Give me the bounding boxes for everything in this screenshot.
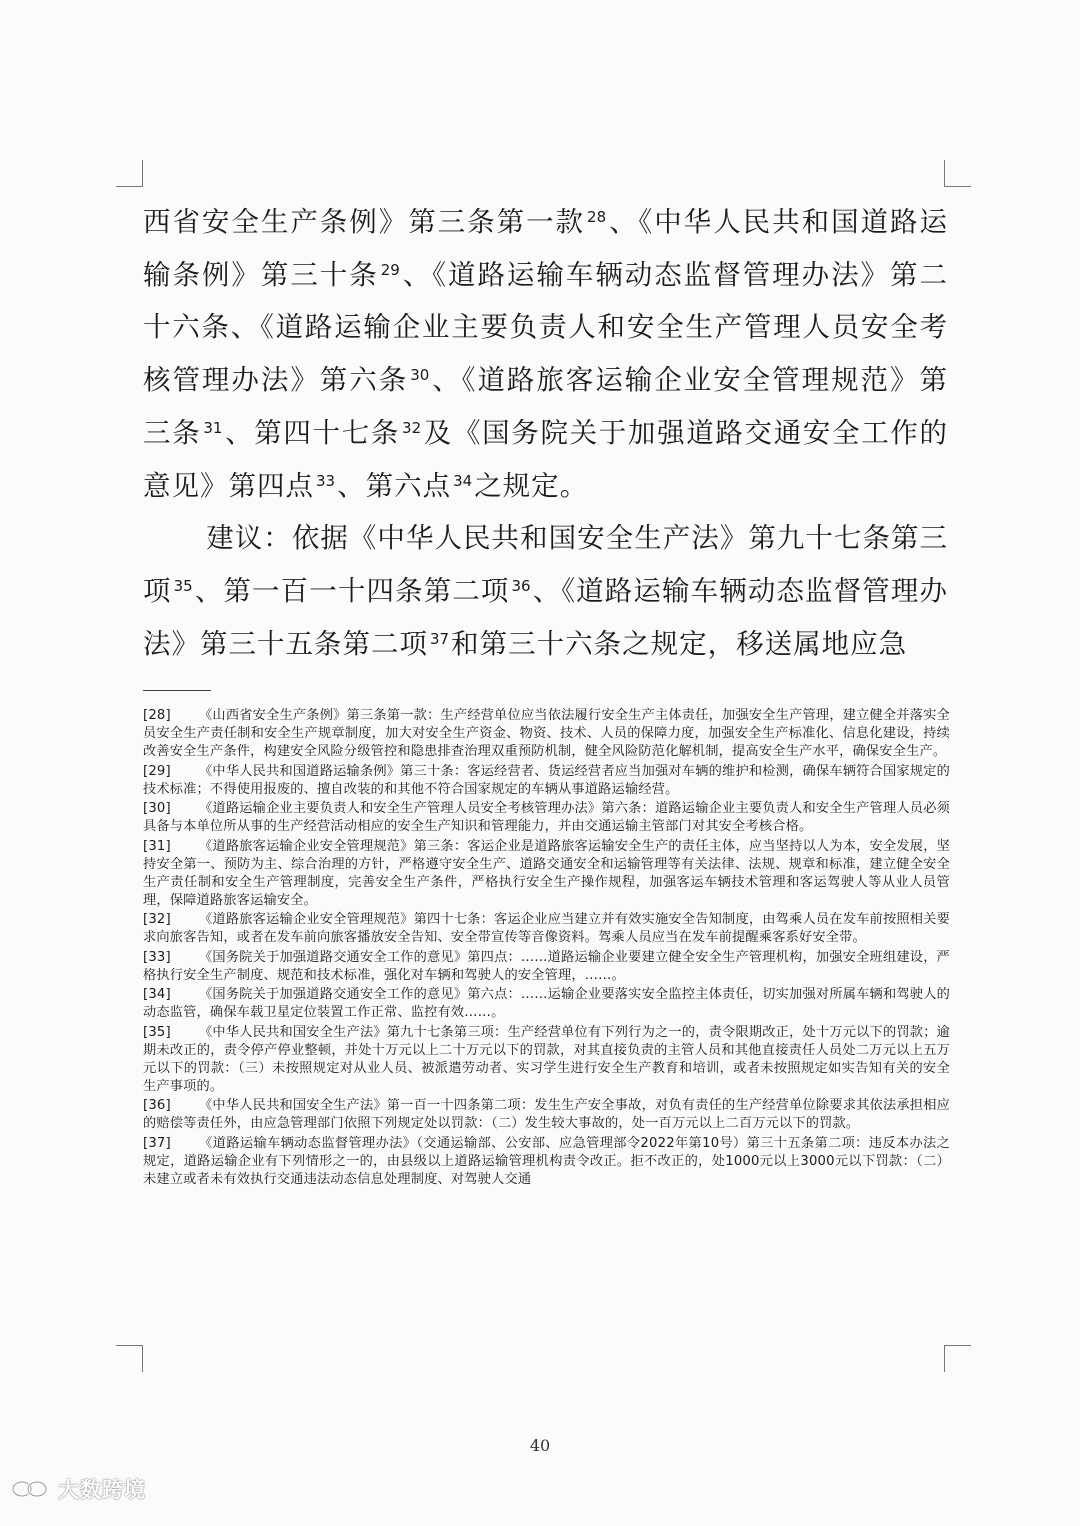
crop-mark-top-left bbox=[116, 160, 143, 187]
paragraph-1: 西省安全生产条例》第三条第一款 $^{28}$、《中华人民共和国道路运输条例》第三十条 $^{29}$、《道路运输车辆动态监督管理办法》第二十六条、《道路运输企业主要负责人和安全生产管理人员安全考核管理办法》第六条 $^{30}$、《道路旅客运输企业安全管理规范》第三条 $^{31}$、第四十七条 $^{32}$及《国务院关于加强道路交通安全工作的意见》第四点 $^{33}$、第六点 $^{34}$之规定。 bbox=[143, 206, 949, 502]
crop-mark-bottom-right bbox=[944, 1345, 971, 1372]
footnote-text: 《中华人民共和国安全生产法》第九十七条第三项：生产经营单位有下列行为之一的，责令限期改正，处十万元以下的罚款；逾期未改正的，责令停产停业整顿，并处十万元以上二十万元以下的罚款，对其直接负责的主管人员和其他直接责任人员处二万元以上五万元以下的罚款：（三）未按照规定对从业人员、被派遣劳动者、实习学生进行安全生产教育和培训，或者未按照规定如实告知有关的安全生产事项的。 bbox=[143, 1024, 950, 1094]
footnote-30 bbox=[143, 800, 950, 836]
footnote-number: [36] bbox=[143, 1098, 171, 1113]
footnote-number: [35] bbox=[143, 1024, 171, 1040]
footnote-text: 《山西省安全生产条例》第三条第一款：生产经营单位应当依法履行安全生产主体责任，加强安全生产管理，建立健全并落实全员安全生产责任制和安全生产规章制度，加大对安全生产资金、物资、技术、人员的保障力度，加强安全生产标准化、信息化建设，持续改善安全生产条件，构建安全风险分级管控和隐患排查治理双重预防机制，健全风险防范化解机制，提高安全生产水平，确保安全生产。 bbox=[143, 708, 950, 759]
link-chain-logo-icon bbox=[10, 1477, 52, 1501]
footnote-ref-28[interactable]: 28 bbox=[587, 208, 607, 226]
footnote-text: 《道路运输车辆动态监督管理办法》（交通运输部、公安部、应急管理部令2022年第10号）第三十五条第二项：违反本办法之规定，道路运输企业有下列情形之一的，由县级以上道路运输管理机构责令改正。拒不改正的，处1000元以上3000元以下罚款：（二）未建立或者未有效执行交通违法动态信息处理制度、对驾驶人交通 bbox=[143, 1135, 950, 1187]
footnote-number: [32] bbox=[143, 912, 171, 927]
footnote-35 bbox=[143, 1024, 950, 1096]
page-number: 40 bbox=[529, 1436, 551, 1455]
footnote-ref-30[interactable]: 30 bbox=[410, 366, 430, 385]
footnote-33 bbox=[143, 949, 950, 985]
footnotes bbox=[143, 707, 950, 1190]
footnote-number: [37] bbox=[143, 1135, 171, 1151]
crop-mark-bottom-left bbox=[116, 1345, 143, 1372]
footnote-31 bbox=[143, 838, 950, 910]
footnote-number: [28] bbox=[143, 708, 171, 723]
footnote-number: [29] bbox=[143, 763, 171, 779]
body-text bbox=[143, 196, 948, 670]
footnote-text: 《国务院关于加强道路交通安全工作的意见》第四点：……道路运输企业要建立健全安全生产管理机构，加强安全班组建设，严格执行安全生产制度、规范和技术标准，强化对车辆和驾驶人的安全管理，……。 bbox=[143, 949, 950, 983]
footnote-ref-29[interactable]: 29 bbox=[380, 260, 400, 279]
footnote-ref-37[interactable]: 37 bbox=[430, 629, 450, 648]
watermark-text: 大数跨境 bbox=[58, 1478, 146, 1502]
footnote-36 bbox=[143, 1097, 950, 1133]
footnote-32 bbox=[143, 911, 950, 947]
paragraph-2: 建议：依据《中华人民共和国安全生产法》第九十七条第三项 $^{35}$、第一百一十四条第二项 $^{36}$、《道路运输车辆动态监督管理办法》第三十五条第二项 $^{37}$和第三十六条之规定，移送属地应急 bbox=[143, 522, 948, 660]
footnote-ref-31[interactable]: 31 bbox=[203, 418, 223, 437]
footnote-number: [31] bbox=[143, 838, 171, 854]
footnote-text: 《国务院关于加强道路交通安全工作的意见》第六点：……运输企业要落实安全监控主体责任，切实加强对所属车辆和驾驶人的动态监管，确保车载卫星定位装置工作正常、监控有效……。 bbox=[143, 987, 950, 1020]
crop-mark-top-right bbox=[944, 160, 971, 187]
footnote-34 bbox=[143, 986, 950, 1022]
footnote-ref-36[interactable]: 36 bbox=[511, 576, 531, 595]
footnote-text: 《中华人民共和国道路运输条例》第三十条：客运经营者、货运经营者应当加强对车辆的维护和检测，确保车辆符合国家规定的技术标准；不得使用报废的、擅自改装的和其他不符合国家规定的车辆从事道路运输经营。 bbox=[143, 763, 950, 797]
footnote-37 bbox=[143, 1135, 950, 1189]
footnote-28 bbox=[143, 707, 950, 761]
footnote-ref-32[interactable]: 32 bbox=[402, 418, 422, 437]
footnote-number: [30] bbox=[143, 801, 171, 816]
footnote-ref-34[interactable]: 34 bbox=[453, 471, 473, 490]
footnote-text: 《中华人民共和国安全生产法》第一百一十四条第二项：发生生产安全事故，对负有责任的生产经营单位除要求其依法承担相应的赔偿等责任外，由应急管理部门依照下列规定处以罚款：（二）发生较大事故的，处一百万元以上二百万元以下的罚款。 bbox=[143, 1098, 950, 1131]
footnote-ref-35[interactable]: 35 bbox=[173, 576, 193, 595]
footnote-number: [33] bbox=[143, 949, 171, 965]
footnote-text: 《道路旅客运输企业安全管理规范》第四十七条：客运企业应当建立并有效实施安全告知制度，由驾乘人员在发车前按照相关要求向旅客告知，或者在发车前向旅客播放安全告知、安全带宣传等音像资料。驾乘人员应当在发车前提醒乘客系好安全带。 bbox=[143, 912, 950, 945]
watermark bbox=[10, 1474, 146, 1504]
footnote-text: 《道路运输企业主要负责人和安全生产管理人员安全考核管理办法》第六条：道路运输企业主要负责人和安全生产管理人员必须具备与本单位所从事的生产经营活动相应的安全生产知识和管理能力，并由交通运输主管部门对其安全考核合格。 bbox=[143, 801, 950, 834]
footnote-text: 《道路旅客运输企业安全管理规范》第三条：客运企业是道路旅客运输安全生产的责任主体，应当坚持以人为本，安全发展，坚持安全第一、预防为主、综合治理的方针，严格遵守安全生产、道路交通安全和运输管理等有关法律、法规、规章和标准，建立健全安全生产责任制和安全生产管理制度，完善安全生产条件，严格执行安全生产操作规程，加强客运车辆技术管理和客运驾驶人等从业人员管理，保障道路旅客运输安全。 bbox=[143, 838, 950, 908]
footnote-29 bbox=[143, 763, 950, 799]
footnote-ref-33[interactable]: 33 bbox=[316, 471, 336, 490]
footnote-separator bbox=[143, 690, 211, 691]
footnote-number: [34] bbox=[143, 987, 171, 1002]
